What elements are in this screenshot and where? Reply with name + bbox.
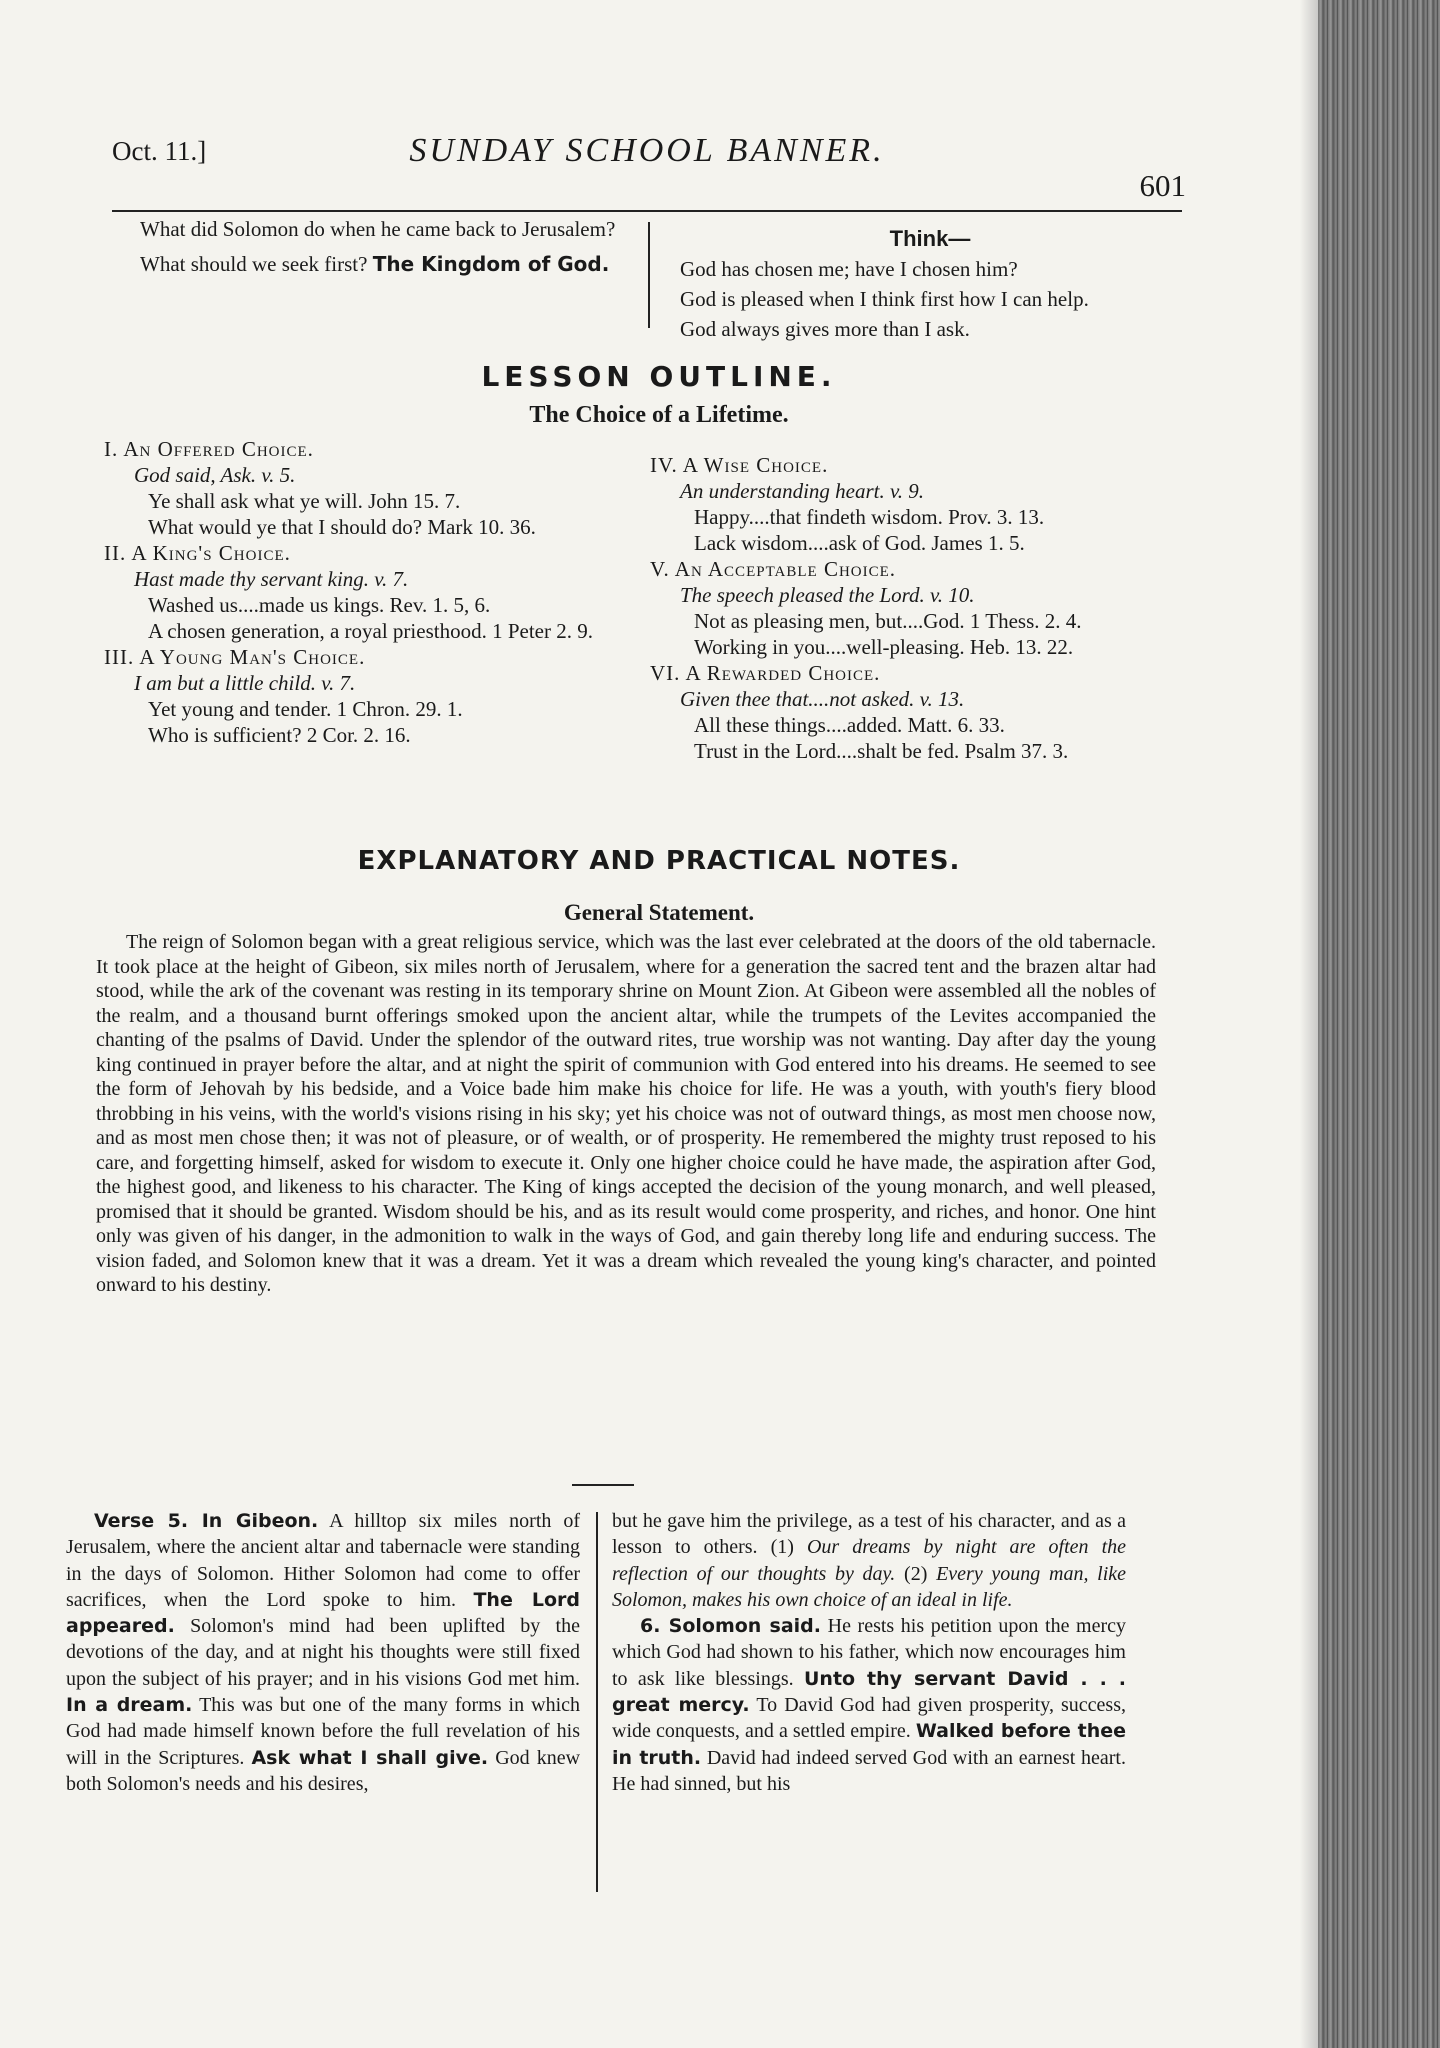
- think-line: God has chosen me; have I chosen him?: [680, 257, 1018, 281]
- general-statement-title: General Statement.: [563, 900, 755, 925]
- lesson-outline-subtitle: The Choice of a Lifetime.: [529, 402, 789, 428]
- note-text: He rests his petition upon the mercy which God had shown to his father, which now encourages him to ask like blessings.: [612, 1615, 1127, 1690]
- outline-heading: III. A Young Man's Choice.: [104, 645, 366, 669]
- think-heading: Think—: [889, 226, 971, 251]
- outline-heading: IV. A Wise Choice.: [650, 453, 829, 477]
- notes-column-left: [66, 1508, 580, 1797]
- note-italic: Our dreams by night are often the reflection of our thoughts by day.: [612, 1536, 1127, 1585]
- note-text: Solomon's mind had been uplifted by the devotions of the day, and at night his thoughts were still fixed upon the subject of his prayer; and in his visions God met him.: [66, 1615, 580, 1690]
- note-heading: Verse 5. In Gibeon.: [94, 1510, 319, 1532]
- note-italic: Every young man, like Solomon, makes his own choice of an ideal in life.: [612, 1562, 1127, 1611]
- outline-ref: Trust in the Lord....shalt be fed. Psalm 37. 3.: [694, 739, 1069, 763]
- outline-ref: What would ye that I should do? Mark 10. 36.: [148, 515, 536, 539]
- note-heading: Ask what I shall give.: [251, 1746, 489, 1769]
- header-rule: [112, 210, 1182, 212]
- notes-title: EXPLANATORY AND PRACTICAL NOTES.: [357, 846, 961, 876]
- note-text: (2): [904, 1562, 928, 1585]
- header-title: SUNDAY SCHOOL BANNER.: [409, 132, 885, 169]
- header-date: Oct. 11.]: [112, 136, 207, 166]
- note-text: To David God had given prosperity, success, wide conquests, and a settled empire.: [612, 1694, 1126, 1743]
- question-1: What did Solomon do when he came back to Jerusalem?: [140, 217, 616, 241]
- note-heading: The Lord appeared.: [66, 1588, 581, 1638]
- running-header: [112, 128, 1186, 203]
- outline-text: Given thee that....not asked. v. 13.: [680, 687, 965, 711]
- outline-ref: Yet young and tender. 1 Chron. 29. 1.: [148, 697, 463, 721]
- outline-column-right: [650, 452, 1180, 764]
- think-line: God is pleased when I think first how I can help.: [680, 287, 1089, 311]
- note-text: A hilltop six miles north of Jerusalem, where the ancient altar and tabernacle were standing in the days of Solomon. Hither Solomon had come to offer sacrifices, when the Lord spoke to him.: [66, 1510, 580, 1611]
- section-rule: [572, 1484, 634, 1486]
- column-divider: [648, 222, 650, 328]
- notes-column-right: [612, 1508, 1126, 1797]
- question-2-answer: The Kingdom of God.: [372, 252, 610, 276]
- outline-heading: I. An Offered Choice.: [104, 437, 314, 461]
- outline-ref: Working in you....well-pleasing. Heb. 13. 22.: [694, 635, 1074, 659]
- think-line: God always gives more than I ask.: [680, 317, 970, 341]
- note-text: but he gave him the privilege, as a test of his character, and as a lesson to others. (1): [612, 1510, 1126, 1559]
- note-text: David had indeed served God with an earnest heart. He had sinned, but his: [612, 1746, 1126, 1795]
- outline-ref: A chosen generation, a royal priesthood. 1 Peter 2. 9.: [148, 619, 593, 643]
- book-edge: [1318, 0, 1440, 2048]
- outline-text: The speech pleased the Lord. v. 10.: [680, 583, 975, 607]
- outline-heading: VI. A Rewarded Choice.: [650, 661, 881, 685]
- think-box: [680, 224, 1180, 344]
- general-statement-body: The reign of Solomon began with a great religious service, which was the last ever celebrated at the doors of the old tabernacle. It took place at the height of Gibeon, six miles north of Jerusalem, where for a generation the sacred tent and the brazen altar had stood, while the ark of the covenant was resting in its temporary shrine on Mount Zion. At Gibeon were assembled all the nobles of the realm, and a thousand burnt offerings smoked upon the ancient altar, while the trumpets of the Levites accompanied the chanting of the psalms of David. Under the splendor of the outward rites, true worship was not wanting. Day after day the young king continued in prayer before the altar, and at night the spirit of communion with God entered into his dreams. He seemed to see the form of Jehovah by his bedside, and a Voice bade him make his choice for life. He was a youth, with youth's fiery blood throbbing in his veins, with the world's visions rising in his sky; yet his choice was not of outward things, as most men choose now, and as most men chose then; it was not of pleasure, or of wealth, or of prosperity. He remembered the mighty trust reposed to his care, and forgetting himself, asked for wisdom to execute it. Only one higher choice could he have made, the aspiration after God, the highest good, and likeness to his character. The King of kings accepted the decision of the young monarch, and well pleased, promised that it should be granted. Wisdom should be his, and as its result would come prosperity, and riches, and honor. One hint only was given of his danger, in the admonition to walk in the ways of God, and gain thereby long life and enduring success. The vision faded, and Solomon knew that it was a dream. Yet it was a dream which revealed the young king's character, and pointed onward to his destiny.: [96, 931, 1156, 1296]
- outline-ref: Not as pleasing men, but....God. 1 Thess. 2. 4.: [694, 609, 1082, 633]
- question-2: [110, 249, 630, 280]
- outline-ref: Happy....that findeth wisdom. Prov. 3. 13.: [694, 505, 1045, 529]
- note-heading: 6. Solomon said.: [640, 1615, 822, 1638]
- outline-ref: Who is sufficient? 2 Cor. 2. 16.: [148, 723, 411, 747]
- note-text: God knew both Solomon's needs and his desires,: [66, 1746, 581, 1795]
- outline-heading: II. A King's Choice.: [104, 541, 291, 565]
- note-heading: In a dream.: [66, 1694, 193, 1717]
- question-2-text: What should we seek first?: [140, 252, 368, 276]
- outline-column-left: [104, 436, 644, 748]
- note-text: This was but one of the many forms in which God had made himself known before the full revelation of his will in the Scriptures.: [66, 1694, 580, 1769]
- note-heading: Unto thy servant David . . . great mercy.: [612, 1667, 1127, 1717]
- page-number: 601: [1139, 168, 1186, 203]
- review-questions: [110, 214, 630, 284]
- outline-ref: All these things....added. Matt. 6. 33.: [694, 713, 1005, 737]
- outline-text: Hast made thy servant king. v. 7.: [134, 567, 409, 591]
- outline-heading: V. An Acceptable Choice.: [650, 557, 897, 581]
- outline-ref: Lack wisdom....ask of God. James 1. 5.: [694, 531, 1025, 555]
- outline-ref: Washed us....made us kings. Rev. 1. 5, 6.: [148, 593, 491, 617]
- outline-text: I am but a little child. v. 7.: [134, 671, 356, 695]
- outline-text: God said, Ask. v. 5.: [134, 463, 296, 487]
- note-heading: Walked before thee in truth.: [612, 1720, 1127, 1769]
- outline-text: An understanding heart. v. 9.: [680, 479, 925, 503]
- column-divider: [596, 1512, 598, 1892]
- lesson-outline-title: LESSON OUTLINE.: [481, 360, 837, 393]
- outline-ref: Ye shall ask what ye will. John 15. 7.: [148, 489, 461, 513]
